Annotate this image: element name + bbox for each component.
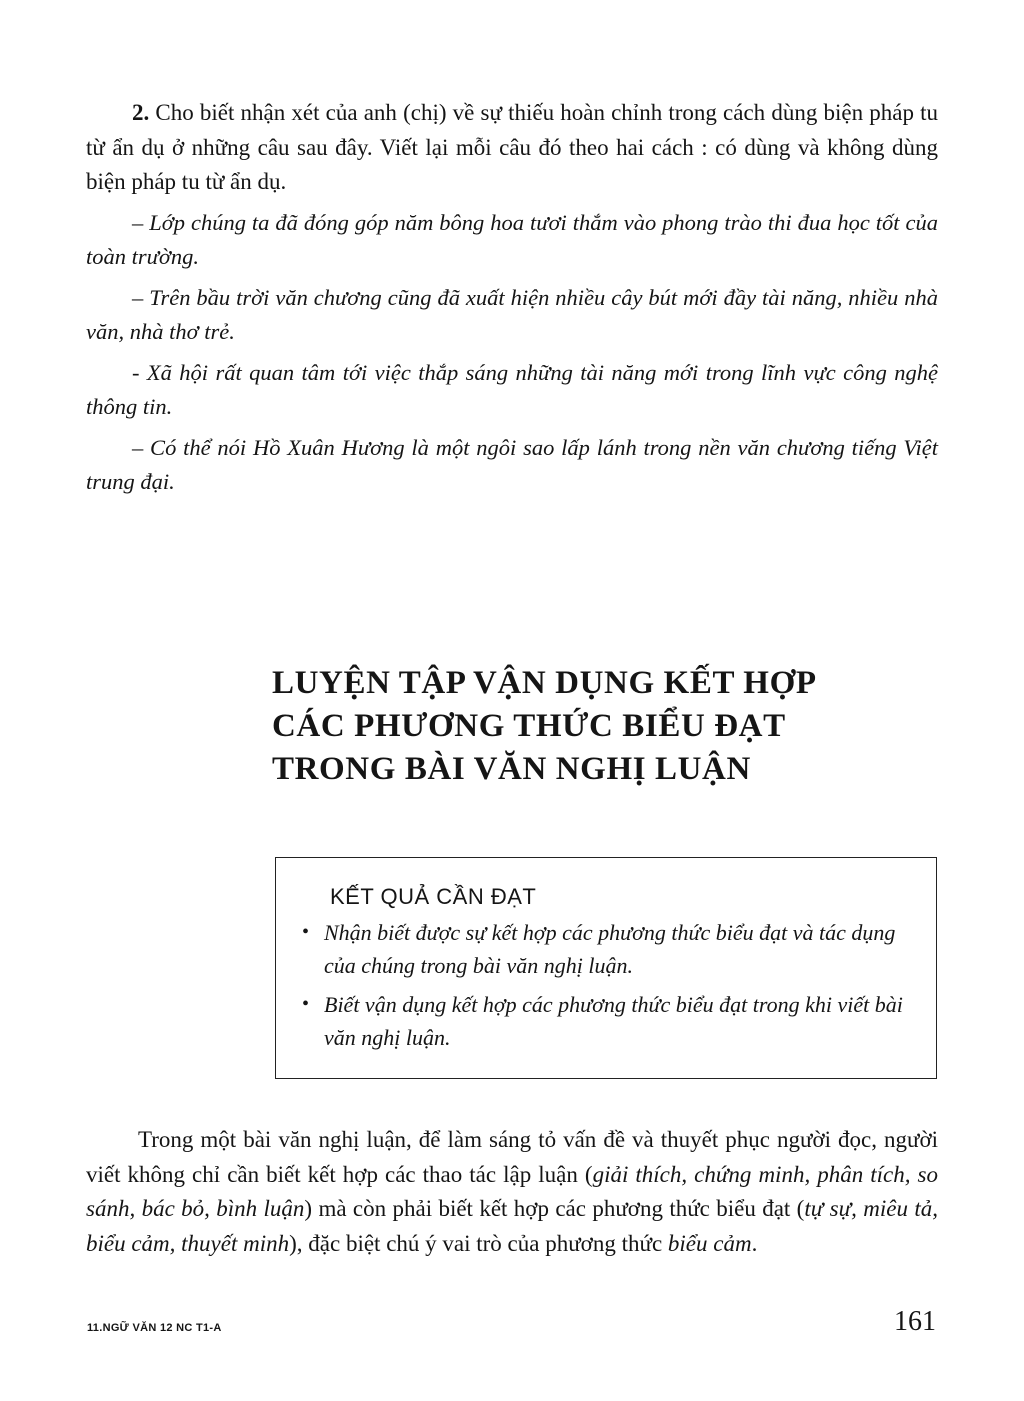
learning-goals-box (275, 857, 937, 1079)
example-sentence: – Có thể nói Hồ Xuân Hương là một ngôi sao lấp lánh trong nền văn chương tiếng Việt trung đại. (86, 434, 938, 494)
example-list (86, 206, 938, 500)
lesson-title (272, 662, 912, 791)
page-number: 161 (894, 1306, 936, 1337)
intro-operations: giải thích, chứng minh, phân tích, so sánh, bác bỏ, bình luận (86, 1161, 938, 1221)
intro-paragraph (86, 1123, 938, 1261)
bullet-icon: • (302, 993, 310, 1015)
learning-goal-item (302, 988, 912, 1054)
bullet-icon: • (302, 921, 310, 943)
lesson-title-line: CÁC PHƯƠNG THỨC BIỂU ĐẠT (272, 708, 786, 744)
example-sentence: – Lớp chúng ta đã đóng góp năm bông hoa tươi thắm vào phong trào thi đua học tốt của toàn trường. (86, 209, 938, 269)
learning-goals-list (302, 916, 912, 1054)
intro-modes: tự sự, miêu tả, biểu cảm, thuyết minh (86, 1196, 938, 1256)
intro-emphasis: biểu cảm (667, 1230, 752, 1256)
learning-goal-item (302, 916, 912, 982)
lesson-title-line: TRONG BÀI VĂN NGHỊ LUẬN (272, 751, 751, 787)
lesson-title-line: LUYỆN TẬP VẬN DỤNG KẾT HỢP (272, 665, 817, 701)
learning-goal-text: Biết vận dụng kết hợp các phương thức biểu đạt trong khi viết bài văn nghị luận. (324, 992, 903, 1050)
intro-text: ) mà còn phải biết kết hợp các phương thức biểu đạt ( (304, 1196, 805, 1221)
exercise-prompt (86, 96, 938, 200)
learning-goals-heading: KẾT QUẢ CẦN ĐẠT (330, 884, 537, 909)
example-sentence: - Xã hội rất quan tâm tới việc thắp sáng những tài năng mới trong lĩnh vực công nghệ thông tin. (86, 359, 938, 419)
example-sentence: – Trên bầu trời văn chương cũng đã xuất hiện nhiều cây bút mới đầy tài năng, nhiều nhà văn, nhà thơ trẻ. (86, 284, 938, 344)
intro-text: . (751, 1230, 758, 1256)
intro-text: ), đặc biệt chú ý vai trò của phương thức (289, 1230, 668, 1256)
exercise-prompt-text: Cho biết nhận xét của anh (chị) về sự thiếu hoàn chỉnh trong cách dùng biện pháp tu từ ẩn dụ ở những câu sau đây. Viết lại mỗi câu đó theo hai cách : có dùng và không dùng biện pháp tu từ ẩn dụ. (86, 100, 938, 194)
learning-goal-text: Nhận biết được sự kết hợp các phương thức biểu đạt và tác dụng của chúng trong bài văn nghị luận. (324, 920, 896, 978)
book-code: 11.NGỮ VĂN 12 NC T1-A (87, 1322, 222, 1334)
exercise-section (86, 96, 938, 506)
intro-text: Trong một bài văn nghị luận, để làm sáng tỏ vấn đề và thuyết phục người đọc, người viết không chỉ cần biết kết hợp các thao tác lập luận ( (86, 1127, 938, 1187)
exercise-number: 2. (132, 100, 150, 125)
